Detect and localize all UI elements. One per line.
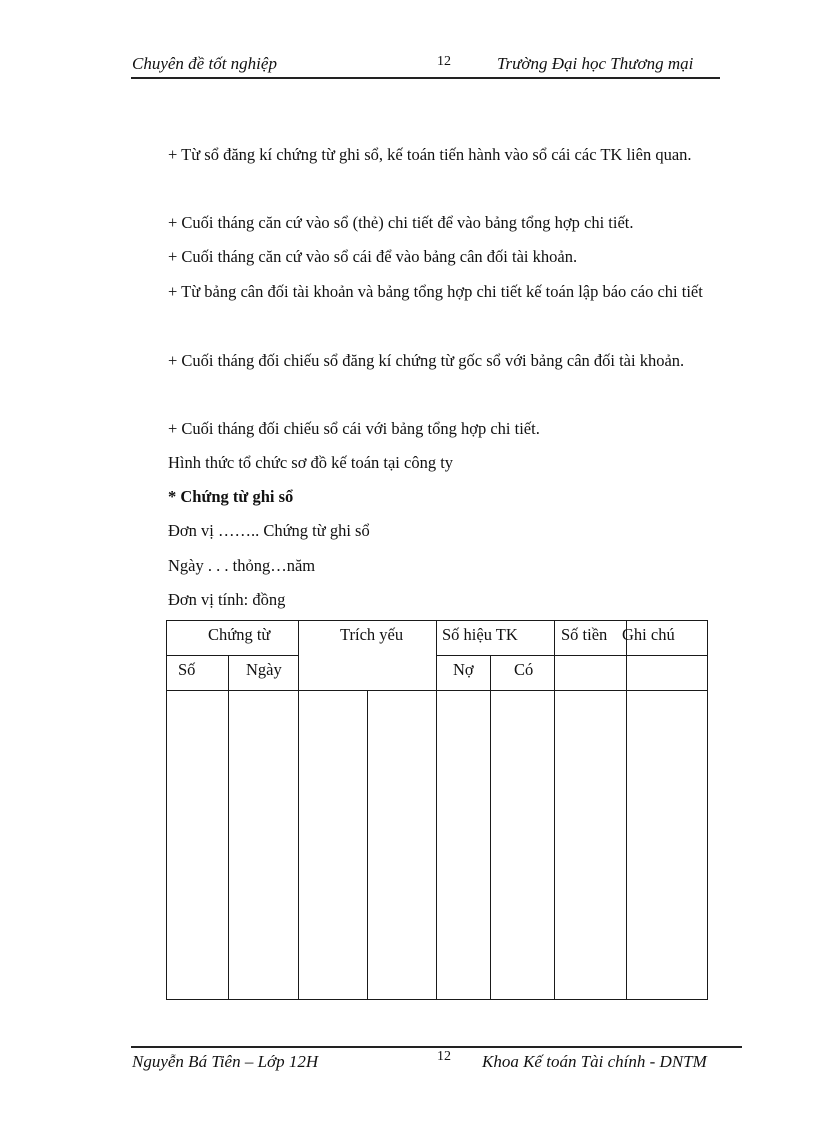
header-page-number: 12 <box>437 54 451 69</box>
th-so-hieu-tk: Số hiệu TK <box>442 625 518 644</box>
currency-unit-line: Đơn vị tính: đồng <box>168 590 286 609</box>
col-line-chungtu-trichyeu <box>298 620 299 1000</box>
section-heading: * Chứng từ ghi sổ <box>168 487 294 506</box>
th-so-tien: Số tiền <box>561 625 608 644</box>
header-right: Trường Đại học Thương mại <box>497 54 694 73</box>
paragraph-1: + Từ sổ đăng kí chứng từ ghi sổ, kế toán tiến hành vào sổ cái các TK liên quan. <box>168 145 692 164</box>
col-line-sohieu-sotien <box>554 620 555 1000</box>
unit-line: Đơn vị …….. Chứng từ ghi sổ <box>168 521 370 540</box>
th-co: Có <box>514 660 534 679</box>
col-line-trichyeu-sohieu <box>436 620 437 1000</box>
th-chung-tu: Chứng từ <box>208 625 271 644</box>
paragraph-3: + Cuối tháng căn cứ vào sổ cái để vào bảng cân đối tài khoản. <box>168 247 578 266</box>
footer-rule <box>131 1046 742 1048</box>
col-line-so-ngay <box>228 655 229 1000</box>
th-trich-yeu: Trích yếu <box>340 625 404 644</box>
th-no: Nợ <box>453 660 474 679</box>
footer-page-number: 12 <box>437 1049 451 1064</box>
date-line: Ngày . . . thỏng…năm <box>168 556 316 575</box>
paragraph-2: + Cuối tháng căn cứ vào sổ (thẻ) chi tiết để vào bảng tổng hợp chi tiết. <box>168 213 634 232</box>
footer-right: Khoa Kế toán Tài chính - DNTM <box>482 1052 707 1071</box>
header-left: Chuyên đề tốt nghiệp <box>132 54 277 73</box>
col-line-trichyeu-split <box>367 690 368 1000</box>
paragraph-5: + Cuối tháng đối chiếu sổ đăng kí chứng từ gốc sổ với bảng cân đối tài khoản. <box>168 351 685 370</box>
th-so: Số <box>178 660 196 679</box>
table-border-left <box>166 620 167 1000</box>
header-row-divider-right <box>436 655 708 656</box>
header-rule <box>131 77 720 79</box>
header-row-divider-left <box>166 655 298 656</box>
col-line-no-co <box>490 655 491 1000</box>
footer-left: Nguyễn Bá Tiên – Lớp 12H <box>132 1052 319 1071</box>
col-line-sotien-ghichu <box>626 620 627 1000</box>
th-ngay: Ngày <box>246 660 282 679</box>
table-border-right <box>707 620 708 1000</box>
paragraph-7: Hình thức tổ chức sơ đồ kế toán tại công ty <box>168 453 454 472</box>
th-ghi-chu: Ghi chú <box>622 625 675 644</box>
paragraph-4: + Từ bảng cân đối tài khoản và bảng tổng hợp chi tiết kế toán lập báo cáo chi tiết <box>168 282 703 301</box>
paragraph-6: + Cuối tháng đối chiếu sổ cái với bảng tổng hợp chi tiết. <box>168 419 540 438</box>
